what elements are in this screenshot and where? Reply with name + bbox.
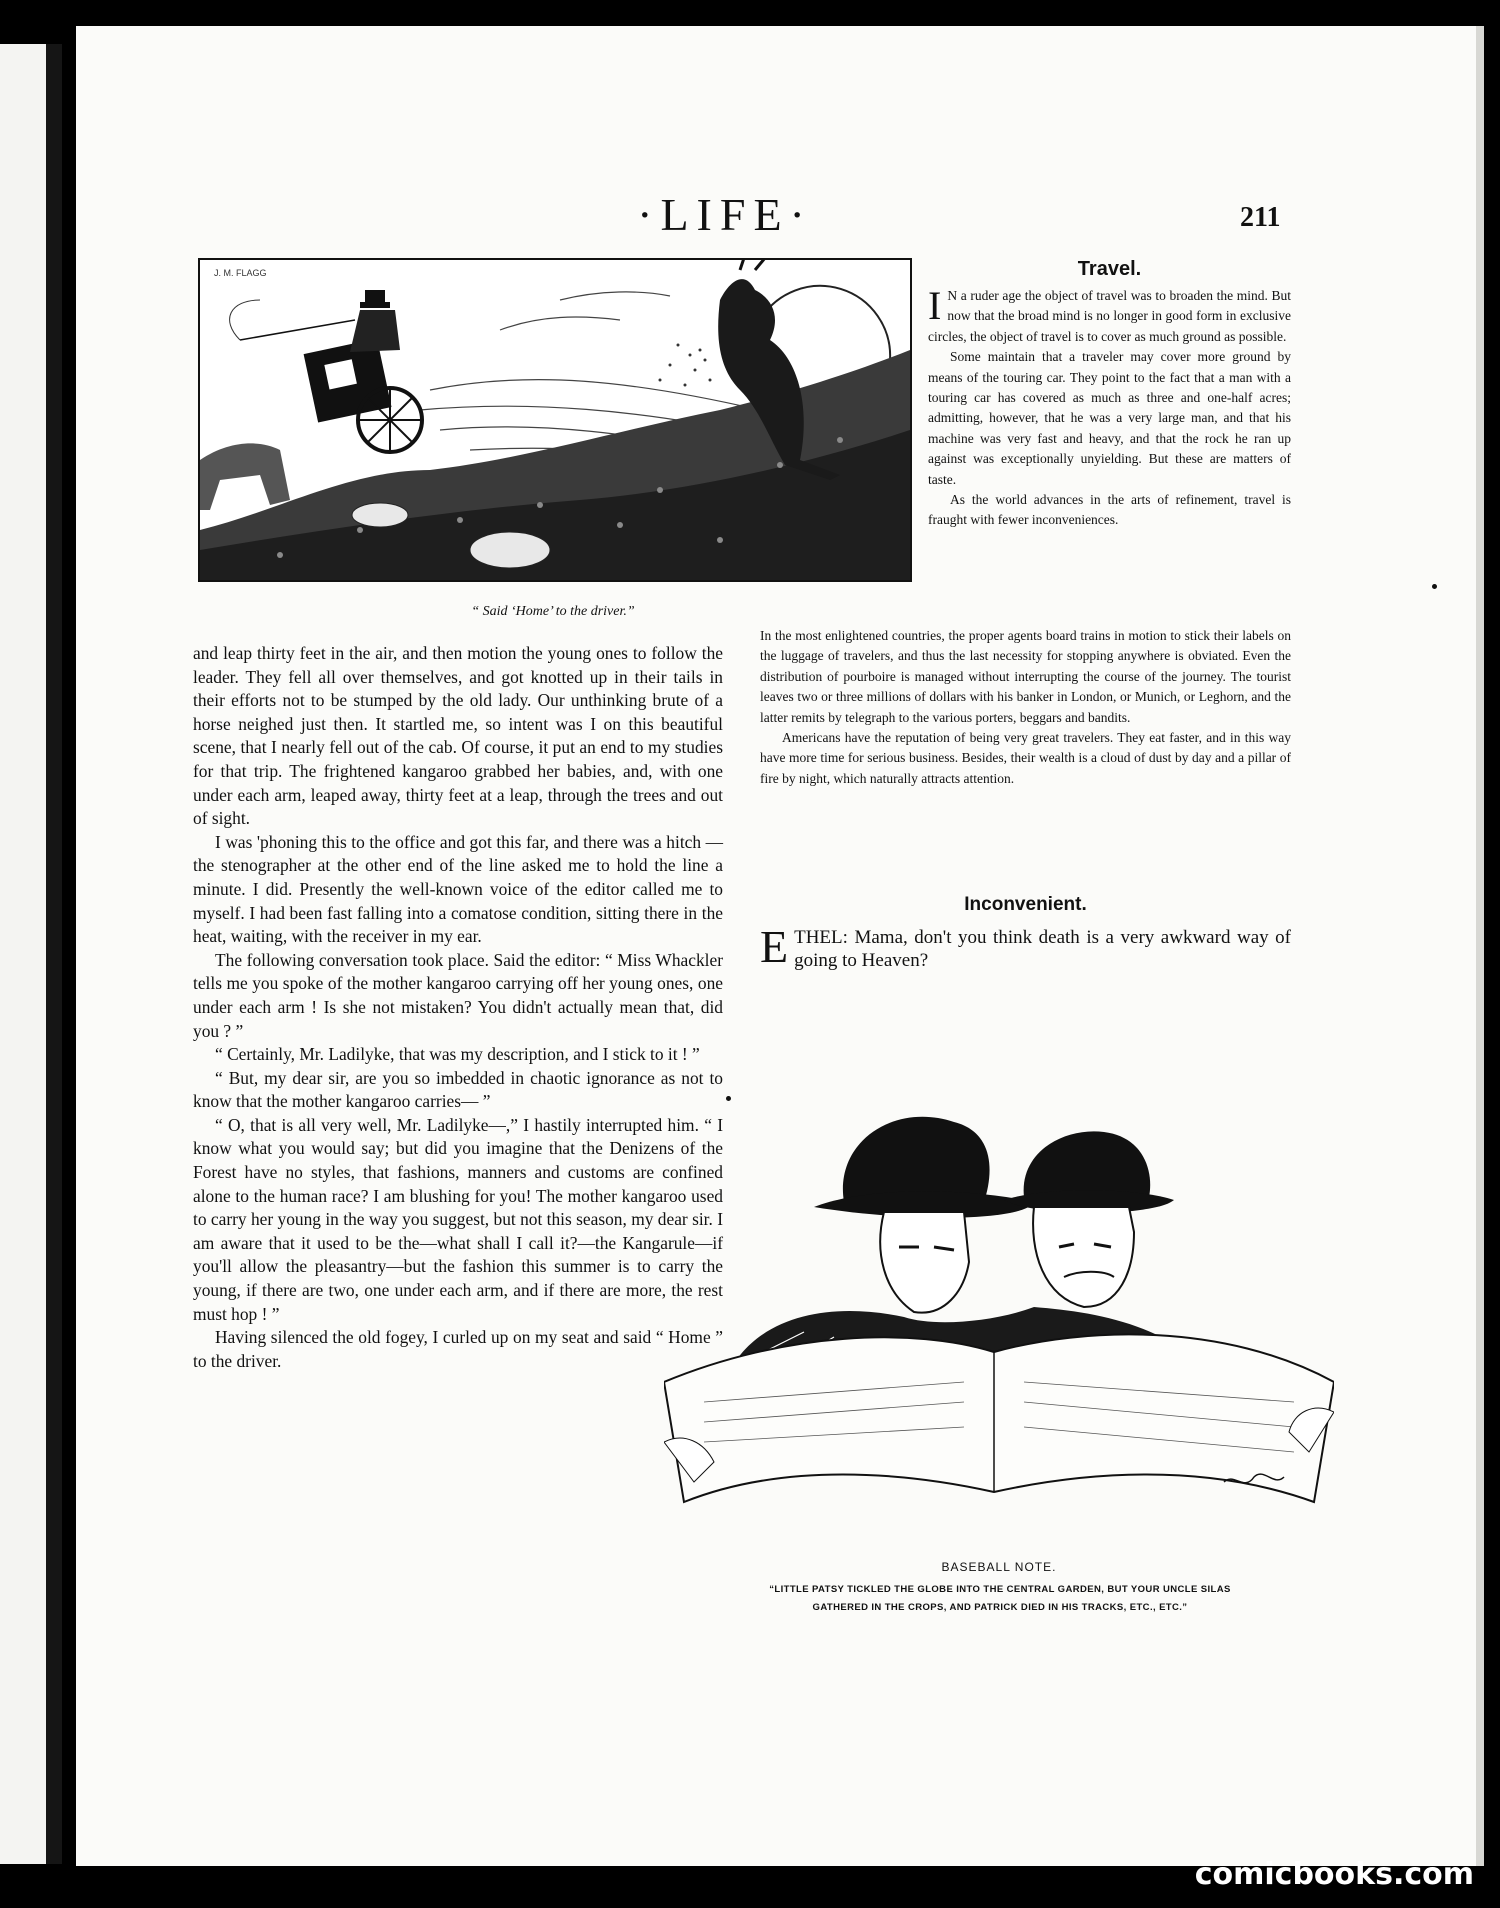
travel-paragraph: N a ruder age the object of travel was to broaden the mind. But now that the broad mind is no longer in good form in exclusive circles, the object of travel is to cover as much ground as possible. bbox=[928, 288, 1291, 344]
masthead-title: ·LIFE· bbox=[637, 189, 813, 240]
dropcap-letter: E bbox=[760, 921, 789, 972]
travel-heading: Travel. bbox=[1077, 258, 1142, 280]
page-mark bbox=[1432, 584, 1437, 589]
watermark-text: comicbooks.com bbox=[1194, 1857, 1474, 1892]
carriage-illustration bbox=[198, 258, 912, 582]
inconvenient-text bbox=[760, 921, 1291, 972]
story-column bbox=[193, 642, 723, 1373]
joke-text: THEL: Mama, don't you think death is a very awkward way of going to Heaven? bbox=[794, 927, 1291, 971]
illustration-caption: “ Said ‘Home’ to the driver.” bbox=[471, 604, 635, 619]
baseball-note-illustration bbox=[664, 1082, 1334, 1542]
illustration-caption-line1: “LITTLE PATSY TICKLED THE GLOBE INTO THE CENTRAL GARDEN, BUT YOUR UNCLE SILAS bbox=[769, 1584, 1231, 1595]
paragraph: I was 'phoning this to the office and got this far, and there was a hitch — the stenographer at the other end of the line asked me to hold the line a minute. I did. Presently the well-known voice of the editor called me to myself. I had been fast falling into a comatose condition, sitting there in the heat, waiting, with the receiver in my ear. bbox=[193, 831, 723, 947]
paragraph: Having silenced the old fogey, I curled up on my seat and said “ Home ” to the driver. bbox=[193, 1327, 723, 1371]
travel-article-bottom bbox=[760, 626, 1291, 789]
travel-paragraph: As the world advances in the arts of refinement, travel is fraught with fewer inconveniences. bbox=[928, 492, 1291, 528]
page-number: 211 bbox=[1240, 202, 1281, 233]
illustrator-signature: J. M. FLAGG bbox=[214, 268, 267, 278]
travel-article-top bbox=[928, 283, 1291, 531]
illustration-title: BASEBALL NOTE. bbox=[941, 1560, 1057, 1574]
illustration-caption-line2: GATHERED IN THE CROPS, AND PATRICK DIED IN HIS TRACKS, ETC., ETC.” bbox=[812, 1602, 1188, 1613]
travel-paragraph: Some maintain that a traveler may cover more ground by means of the touring car. They point to the fact that a man with a touring car has covered as much as three and one-half acres; admitting, however, that he was a very large man, and that his machine was very fast and heavy, and that the rock he ran up against was exceptionally unyielding. But these are matters of taste. bbox=[928, 349, 1291, 487]
binding-gutter bbox=[46, 44, 62, 1864]
paragraph: “ O, that is all very well, Mr. Ladilyke—,” I hastily interrupted him. “ I know what you would say; but did you imagine that the Denizens of the Forest have no styles, that fashions, manners and customs are confined alone to the human race? I am blushing for you! The mother kangaroo used to carry her young in the way you suggest, but not this season, my dear sir. I am aware that it used to be the—what shall I call it?—the Kangarule—if you'll allow the pleasantry—but the fashion this summer is to carry the young, if there are two, one under each arm, and if there are more, the rest must hop ! ” bbox=[193, 1114, 723, 1324]
paragraph: and leap thirty feet in the air, and then motion the young ones to follow the leader. They fell all over themselves, and got knotted up in their tails in their efforts not to be stumped by the old lady. Our unthinking brute of a horse neighed just then. It startled me, so intent was I on this beautiful scene, that I nearly fell out of the cab. Of course, it put an end to my studies for that trip. The frightened kangaroo grabbed her babies, and, with one under each arm, leaped away, thirty feet at a leap, through the trees and out of sight. bbox=[193, 643, 723, 829]
page-edge-right bbox=[1476, 26, 1484, 1866]
dropcap-letter: I bbox=[928, 283, 942, 328]
travel-paragraph: Americans have the reputation of being very great travelers. They eat faster, and in this way have more time for serious business. Besides, their wealth is a cloud of dust by day and a pillar of fire by night, which naturally attracts attention. bbox=[760, 730, 1291, 786]
travel-paragraph: In the most enlightened countries, the proper agents board trains in motion to stick their labels on the luggage of travelers, and thus the last necessity for stopping anywhere is obviated. Even the distribution of pourboire is managed without interrupting the course of the journey. The tourist leaves two or three millions of dollars with his banker in London, or Munich, or Leghorn, and the latter remits by telegraph to the various porters, beggars and bandits. bbox=[760, 628, 1291, 725]
paragraph: The following conversation took place. Said the editor: “ Miss Whackler tells me you spoke of the mother kangaroo carrying off her young ones, one under each arm ! Is she not mistaken? You didn't actually mean that, did you ? ” bbox=[193, 949, 723, 1041]
inconvenient-heading: Inconvenient. bbox=[964, 894, 1087, 915]
paragraph: “ But, my dear sir, are you so imbedded in chaotic ignorance as not to know that the mother kangaroo carries— ” bbox=[193, 1067, 723, 1112]
paragraph: “ Certainly, Mr. Ladilyke, that was my description, and I stick to it ! ” bbox=[215, 1044, 700, 1065]
